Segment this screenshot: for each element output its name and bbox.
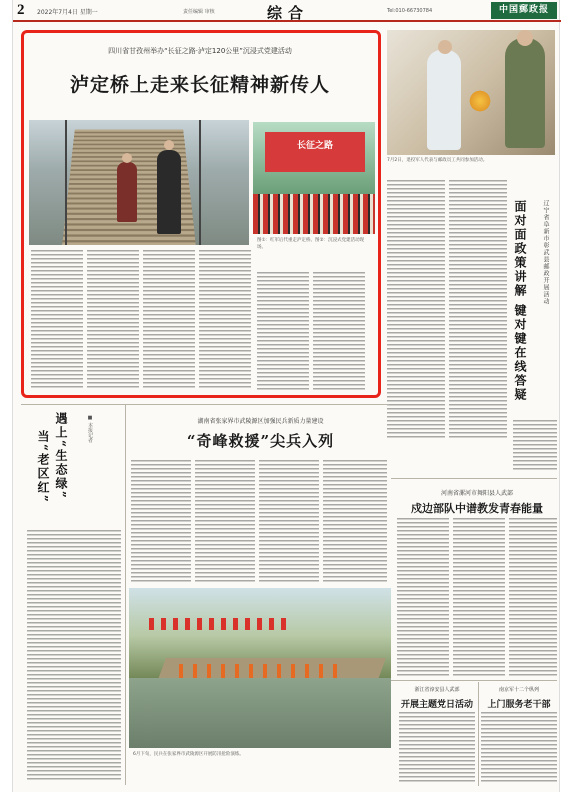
ceremony-caption: 7月2日，退役军人代表与邮政员工共同参加活动。: [387, 158, 488, 163]
mid-body-column: [323, 460, 387, 584]
bridge-chain: [65, 120, 67, 245]
event-banner: 长征之路: [265, 132, 365, 172]
divider: [391, 680, 557, 681]
right-lower-column: [397, 518, 449, 676]
brief-body: [399, 712, 475, 782]
brief-headline[interactable]: 开展主题党日活动: [400, 700, 473, 710]
right-kicker: 河南省漯河市舞阳县人武部: [440, 490, 513, 497]
divider: [125, 405, 126, 785]
vertical-kicker: 辽宁省阜新市彰武县邮政开展活动: [542, 200, 549, 305]
lead-caption: 图①：红军后代重走泸定桥。图②：沉浸式党建活动现场。: [257, 238, 365, 250]
walker-head: [164, 140, 174, 150]
lead-headline[interactable]: 泸定桥上走来长征精神新传人: [69, 74, 330, 96]
vertical-headline[interactable]: 面对面政策讲解 键对键在线答疑: [513, 200, 527, 403]
walker-figure: [117, 162, 137, 222]
lead-kicker: 四川省甘孜州举办“长征之路·泸定120公里”沉浸式党建活动: [108, 47, 292, 55]
lead-body-column: [143, 250, 195, 390]
brief-kicker: 南京军十二个纵列: [498, 687, 539, 693]
mid-headline[interactable]: “奇峰救援”尖兵入列: [186, 432, 335, 450]
right-body-column: [449, 180, 507, 440]
brief-kicker: 浙江省淳安县人武部: [414, 687, 460, 693]
runners-photo: [253, 122, 375, 234]
red-flags: [149, 618, 289, 630]
right-headline[interactable]: 戍边部队中谱教发青春能量: [411, 502, 543, 515]
lead-body-column: [257, 272, 309, 390]
walker-figure: [157, 150, 181, 234]
divider: [21, 404, 389, 405]
mid-body-column: [195, 460, 255, 584]
newspaper-page: [12, 0, 560, 792]
drill-photo: [129, 588, 391, 748]
right-body-column: [513, 420, 557, 470]
drill-caption: 6月下旬，民兵在张家界市武陵源区开展防汛抢险演练。: [133, 752, 244, 757]
mid-body-column: [259, 460, 319, 584]
brief-body: [481, 712, 557, 782]
masthead: [13, 0, 561, 22]
bridge-photo: [29, 120, 249, 245]
veteran-head: [517, 30, 533, 46]
date-line: 2022年7月4日 星期一: [37, 9, 98, 16]
left-headline[interactable]: 遇上“生态绿”: [54, 412, 68, 500]
divider: [391, 478, 557, 479]
walker-head: [122, 153, 132, 163]
brief-headline[interactable]: 上门服务老干部: [487, 700, 551, 710]
veteran-figure: [505, 38, 545, 148]
person-figure: [427, 50, 461, 150]
right-body-column: [387, 180, 445, 440]
left-body-column: [27, 530, 121, 782]
left-byline: ■ 本报记者: [87, 415, 93, 443]
bridge-chain: [199, 120, 201, 245]
section-title: 综合: [267, 4, 310, 22]
runner-crowd: [253, 194, 375, 234]
mid-kicker: 湖南省张家界市武陵源区加强民兵新质力量建设: [197, 418, 324, 425]
lead-body-column: [87, 250, 139, 390]
person-head: [438, 40, 452, 54]
lead-body-column: [31, 250, 83, 390]
editor-line: 责任编辑 审核: [183, 9, 215, 15]
right-lower-column: [509, 518, 557, 676]
right-lower-column: [453, 518, 505, 676]
river-water: [129, 678, 391, 748]
lead-body-column: [199, 250, 251, 390]
lead-body-column: [313, 272, 365, 390]
ceremony-photo: [387, 30, 555, 155]
mid-body-column: [131, 460, 191, 584]
page-number: 2: [17, 2, 25, 18]
newspaper-logo: 中国郵政报: [491, 2, 557, 19]
left-headline-2[interactable]: 当“老区红”: [36, 430, 50, 504]
tel-line: Tel:010-66730784: [387, 8, 433, 14]
flower-bouquet: [467, 90, 493, 112]
